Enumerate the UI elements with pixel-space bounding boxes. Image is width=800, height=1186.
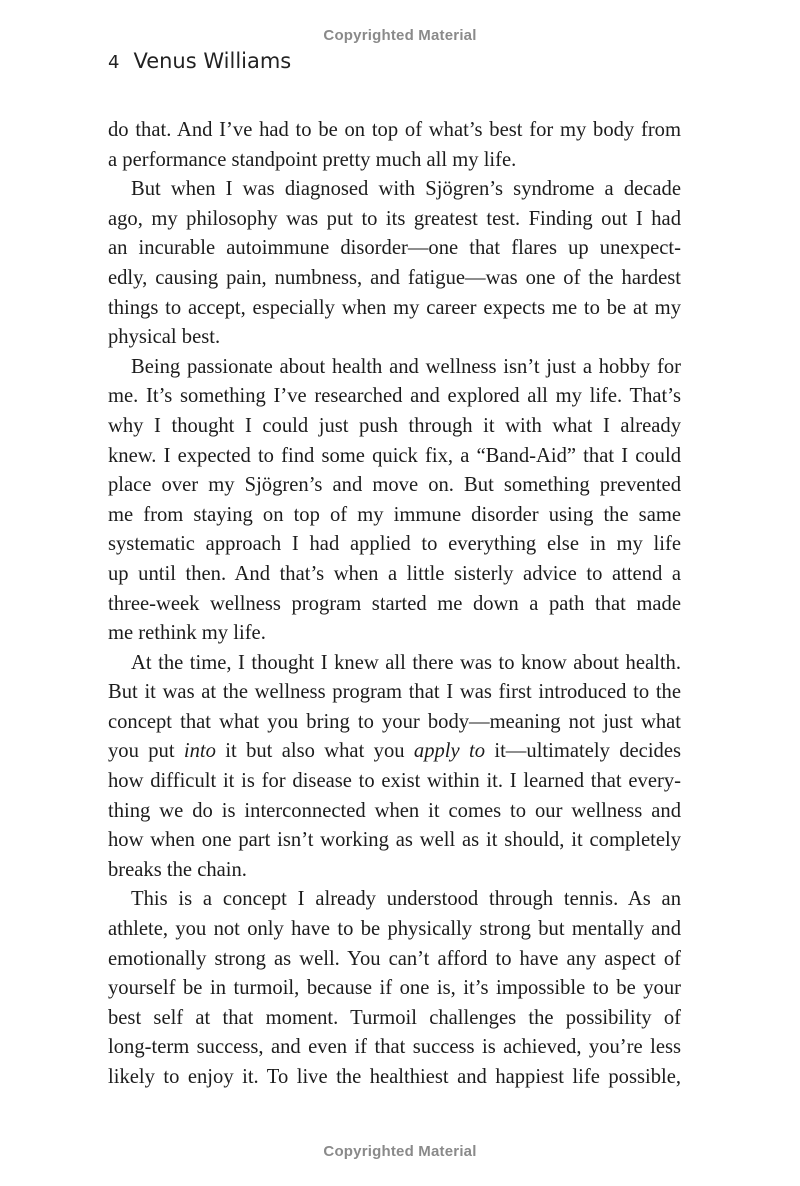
text-line: up until then. And that’s when a little sisterly advice to attend a [108, 562, 681, 585]
text-line: do that. And I’ve had to be on top of what’s best for my body from [108, 119, 681, 141]
text-line: how difficult it is for disease to exist within it. I learned that every- [108, 770, 681, 793]
copyright-watermark-top: Copyrighted Material [323, 27, 477, 44]
text-line: Being passionate about health and wellness isn’t just a hobby for [131, 355, 681, 378]
text-line: place over my Sjögren’s and move on. But something prevented [108, 474, 681, 497]
text-line: physical best. [108, 326, 221, 349]
body-text [108, 116, 681, 1093]
text-line: best self at that moment. Turmoil challenges the possibility of [108, 1006, 681, 1029]
text-line: concept that what you bring to your body—meaning not just what [108, 710, 681, 733]
paragraph [108, 353, 681, 649]
text-line: three-week wellness program started me down a path that made [108, 592, 681, 615]
page-number: 4 [108, 52, 120, 73]
text-line: But when I was diagnosed with Sjögren’s syndrome a decade [131, 178, 681, 201]
copyright-watermark-bottom: Copyrighted Material [323, 1143, 477, 1160]
text-line: how when one part isn’t working as well as it should, it completely [108, 829, 681, 852]
text-line: edly, causing pain, numbness, and fatigue—was one of the hardest [108, 266, 681, 289]
text-line: breaks the chain. [108, 858, 247, 881]
text-segment: it but also what you [215, 740, 414, 763]
emphasis-apply-to: apply to [413, 740, 486, 763]
text-line: systematic approach I had applied to everything else in my life [108, 533, 681, 556]
text-line: long-term success, and even if that success is achieved, you’re less [108, 1036, 681, 1059]
text-segment: you put [108, 740, 184, 763]
text-line: knew. I expected to find some quick fix, a “Band-Aid” that I could [108, 444, 681, 467]
text-line: thing we do is interconnected when it comes to our wellness and [108, 799, 681, 822]
text-line: ago, my philosophy was put to its greatest test. Finding out I had [108, 207, 681, 230]
text-line: me from staying on top of my immune disorder using the same [108, 503, 681, 526]
text-line: likely to enjoy it. To live the healthiest and happiest life possible, [108, 1066, 681, 1088]
text-line: But it was at the wellness program that I was first introduced to the [108, 681, 681, 704]
text-line: me rethink my life. [108, 622, 266, 645]
text-line: yourself be in turmoil, because if one is, it’s impossible to be your [108, 977, 681, 1000]
text-line-with-emphasis [108, 737, 681, 767]
text-line: a performance standpoint pretty much all my life. [108, 148, 517, 171]
running-header [108, 49, 291, 73]
text-line: athlete, you not only have to be physically strong but mentally and [108, 918, 681, 941]
emphasis-into: into [183, 740, 216, 763]
text-line: things to accept, especially when my career expects me to be at my [108, 296, 681, 319]
text-line: At the time, I thought I knew all there was to know about health. [131, 651, 681, 674]
paragraph [108, 885, 681, 1092]
paragraph [108, 116, 681, 175]
running-title: Venus Williams [133, 49, 292, 73]
text-line: why I thought I could just push through it with what I already [108, 414, 681, 437]
text-line: emotionally strong as well. You can’t afford to have any aspect of [108, 947, 681, 970]
text-line: me. It’s something I’ve researched and explored all my life. That’s [108, 385, 681, 408]
text-segment: it—ultimately decides [485, 740, 681, 763]
paragraph [108, 649, 681, 886]
text-line: This is a concept I already understood through tennis. As an [131, 888, 681, 911]
paragraph [108, 175, 681, 353]
text-line: an incurable autoimmune disorder—one that flares up unexpect- [108, 237, 681, 260]
